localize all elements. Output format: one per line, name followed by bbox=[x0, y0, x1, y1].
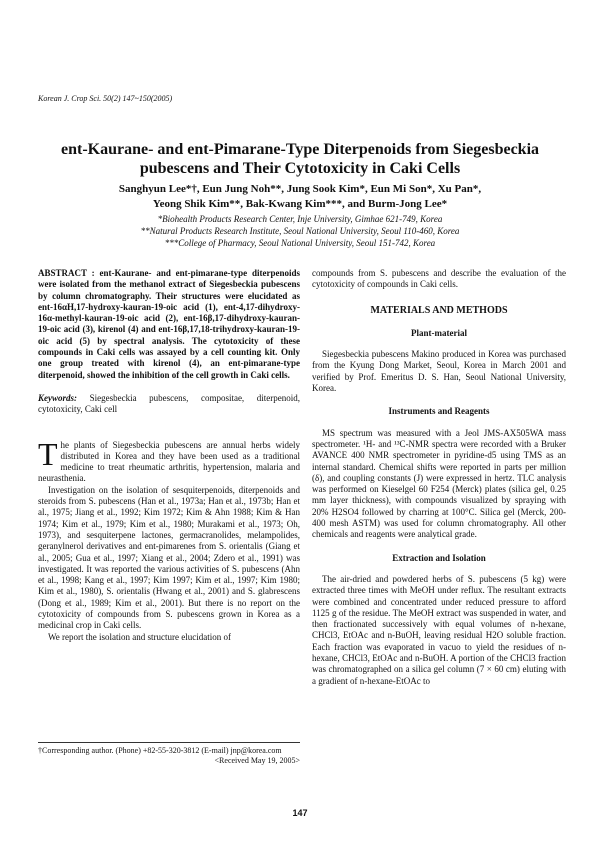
abstract bbox=[38, 268, 300, 381]
intro-paragraph-3: We report the isolation and structure elucidation of bbox=[48, 631, 231, 642]
keywords-label: Keywords: bbox=[38, 392, 77, 403]
subheading-extraction: Extraction and Isolation bbox=[392, 552, 486, 563]
right-column bbox=[312, 268, 566, 687]
paper-title bbox=[60, 140, 540, 178]
affiliations bbox=[60, 213, 540, 249]
authors-line-1: Sanghyun Lee*†, Eun Jung Noh**, Jung Sook Kim*, Eun Mi Son*, Xu Pan*, bbox=[118, 183, 482, 195]
intro-continued: compounds from S. pubescens and describe the evaluation of the cytotoxicity of compounds in Caki cells. bbox=[312, 268, 566, 290]
affiliation-2: **Natural Products Research Institute, Seoul National University, Seoul 110-460, Korea bbox=[140, 226, 460, 236]
drop-cap: T bbox=[38, 435, 58, 472]
keywords-text: Siegesbeckia pubescens, compositae, diterpenoid, cytotoxicity, Caki cell bbox=[38, 392, 300, 415]
intro-paragraph-2: Investigation on the isolation of sesquiterpenoids, diterpenoids and steroids from S. pubescens (Han et al., 1973a; Han et al., 1973b; Han et al., 1975; Jiang et al., 1992; Kim 1972; Kim & Ahn 1988; Kim & Han 1974; Kim et al., 1979; Kim et al., 1980; Murakami et al., 1973; Oh, 1973), and sesquiterpene lactones, germacranolides, melampolides, geranylnerol derivatives and ent-pimarenes from S. orientalis (Giang et al., 2005; Gua et al., 1997; Xiang et al., 2004; Zdero et al., 1991) was investigated. It was reported the various activities of S. pubescens (Ahn et al., 1998; Kang et al., 1997; Kim 1997; Kim et al., 1997; Kim 1980; Kim et al., 1980), S. orientalis (Hwang et al., 2001) and S. glabrescens (Dong et al., 1989; Kim et al., 2001). But there is no report on the cytotoxicity of compounds from S. pubescens grown in Korea as a medicinal crop in Caki cells. bbox=[38, 484, 300, 631]
authors-line-2: Yeong Shik Kim**, Bak-Kwang Kim***, and Burm-Jong Lee* bbox=[152, 198, 448, 210]
instruments-paragraph: MS spectrum was measured with a Jeol JMS-AX505WA mass spectrometer. ¹H- and ¹³C-NMR spectra were recorded with a Bruker AVANCE 400 NMR spectrometer in pyridine-d5 using TMS as an internal standard. Chemical shifts were reported in parts per million (δ), and coupling constants (J) were expressed in hertz. TLC analysis was performed on Kieselgel 60 F254 (Merck) plates (silica gel, 0.25 mm layer thickness), with compounds visualized by spraying with 20% H2SO4 followed by charring at 100°C. Silica gel (Merck, 200-400 mesh ASTM) was used for column chromatography. All other chemicals and reagents were analytical grade. bbox=[312, 427, 566, 540]
left-column bbox=[38, 268, 300, 643]
received-date: <Received May 19, 2005> bbox=[214, 756, 300, 765]
intro-paragraph-1: The plants of Siegesbeckia pubescens are annual herbs widely distributed in Korea and they have been used as a traditional medicine to treat rheumatic arthritis, hypertension, malaria and neurasthenia. bbox=[38, 435, 300, 484]
plant-material-paragraph: Siegesbeckia pubescens Makino produced in Korea was purchased from the Kyung Dong Market, Seoul, Korea in March 2001 and verified by Prof. Emeritus D. S. Han, Seoul National University, Korea. bbox=[312, 349, 566, 394]
subheading-instruments: Instruments and Reagents bbox=[388, 406, 490, 417]
section-heading-methods: MATERIALS AND METHODS bbox=[370, 304, 508, 316]
keywords bbox=[38, 393, 300, 416]
subheading-plant-material: Plant-material bbox=[411, 327, 467, 338]
footnote bbox=[38, 742, 300, 766]
affiliation-1: *Biohealth Products Research Center, Inje University, Gimhae 621-749, Korea bbox=[157, 214, 443, 224]
affiliation-3: ***College of Pharmacy, Seoul National University, Seoul 151-742, Korea bbox=[164, 238, 436, 248]
extraction-paragraph: The air-dried and powdered herbs of S. pubescens (5 kg) were extracted three times with MeOH under reflux. The resultant extracts were combined and concentrated under reduced pressure to afford 1125 g of the residue. The MeOH extract was suspended in water, and then fractionated successively with equal volumes of n-hexane, CHCl3, EtOAc and n-BuOH, leaving residual H2O soluble fraction. Each fraction was evaporated in vacuo to yield the residues of n-hexane, CHCl3, EtOAc and n-BuOH. A portion of the CHCl3 fraction was chromatographed on a silica gel column (7 × 60 cm) eluting with a gradient of n-hexane-EtOAc to bbox=[312, 573, 566, 686]
journal-citation: Korean J. Crop Sci. 50(2) 147~150(2005) bbox=[38, 94, 173, 103]
abstract-label: ABSTRACT : bbox=[38, 268, 95, 278]
title-line-1: ent-Kaurane- and ent-Pimarane-Type Diterpenoids from Siegesbeckia bbox=[60, 141, 540, 158]
corresponding-author: †Corresponding author. (Phone) +82-55-320-3812 (E-mail) jnp@korea.com bbox=[38, 746, 282, 755]
abstract-text: ent-Kaurane- and ent-pimarane-type diterpenoids were isolated from the methanol extract of Siegesbeckia pubescens by column chromatography. Their structures were elucidated as ent-16αH,17-hydroxy-kauran-19-oic acid (1), ent-4,17-dihydroxy-16α-methyl-kauran-19-oic acid (2), ent-16β,17-dihydroxy-kauran-19-oic acid (3), kirenol (4) and ent-16β,17,18-trihydroxy-kauran-19-oic acid (5) by spectral analysis. The cytotoxicity of these compounds in Caki cells was assayed by a cell counting kit. Only one group treated with kirenol (4), an ent-pimarane-type diterpenoid, showed the inhibition of the cell growth in Caki cells. bbox=[38, 268, 300, 380]
page-number: 147 bbox=[292, 808, 308, 818]
author-list bbox=[60, 182, 540, 212]
title-line-2: pubescens and Their Cytotoxicity in Caki Cells bbox=[139, 160, 461, 177]
introduction bbox=[38, 435, 300, 643]
